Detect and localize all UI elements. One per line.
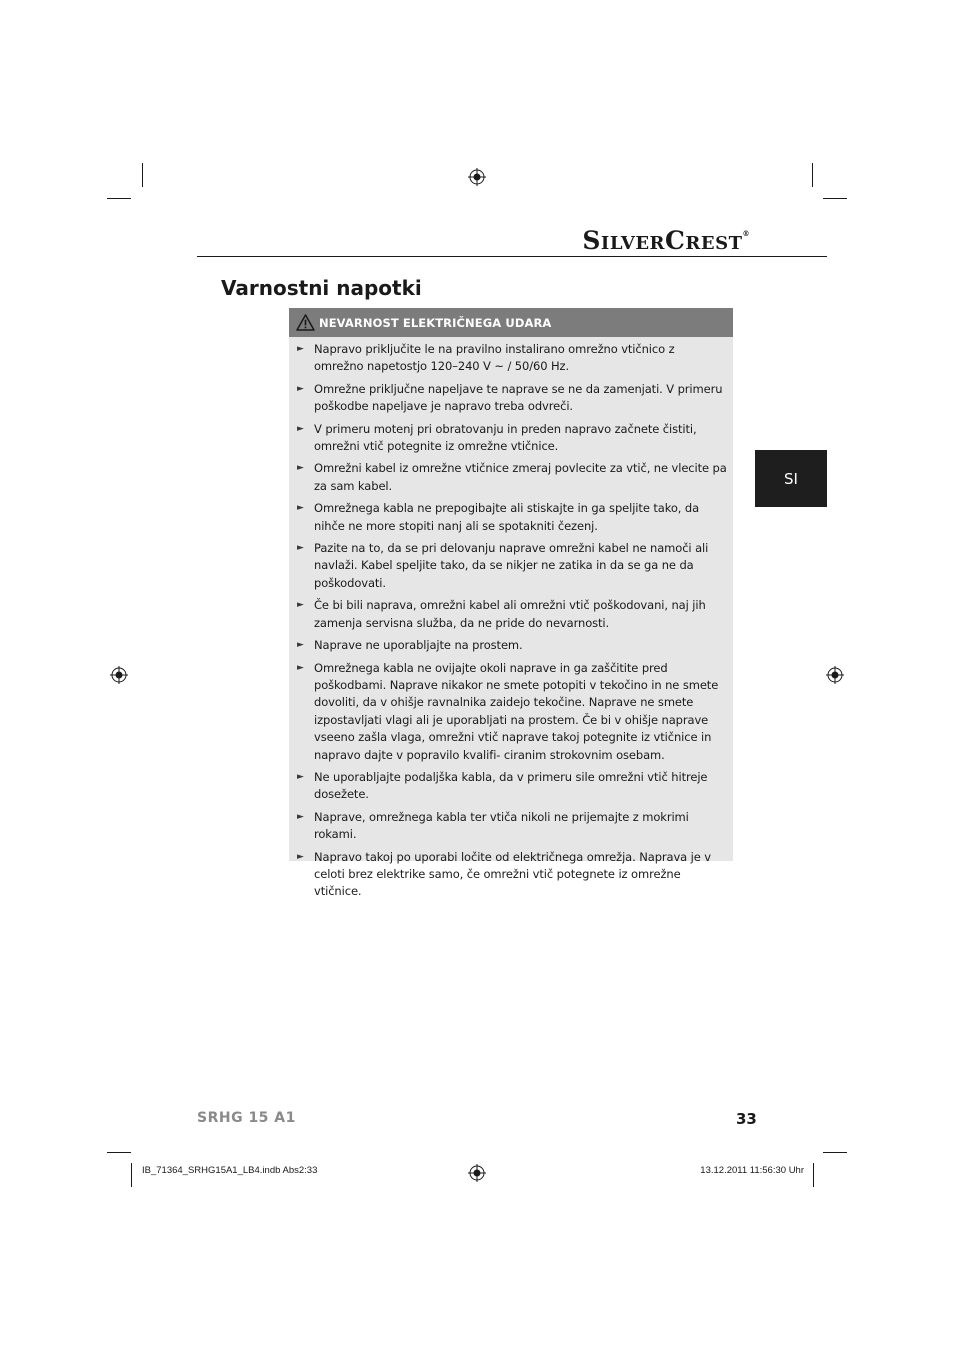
list-item: ► Če bi bili naprava, omrežni kabel ali omrežni vtič poškodovani, naj jih zamenja servisna služba, da ne pride do nevarnosti.: [289, 597, 733, 632]
crop-mark: [813, 1163, 814, 1187]
print-slug-file: IB_71364_SRHG15A1_LB4.indb Abs2:33: [142, 1165, 318, 1176]
list-item: ► Napravo priključite le na pravilno instalirano omrežno vtičnico z omrežno napetostjo 120–240 V ~ / 50/60 Hz.: [289, 341, 733, 376]
arrow-bullet-icon: ►: [297, 662, 304, 673]
arrow-bullet-icon: ►: [297, 463, 304, 474]
model-number: SRHG 15 A1: [197, 1110, 296, 1126]
arrow-bullet-icon: ►: [297, 503, 304, 514]
list-item: ► Pazite na to, da se pri delovanju naprave omrežni kabel ne namoči ali navlaži. Kabel speljite tako, da se nikjer ne zatika in da se ga ne da poškodovati.: [289, 540, 733, 592]
arrow-bullet-icon: ►: [297, 851, 304, 862]
warning-box: [289, 308, 733, 899]
arrow-bullet-icon: ►: [297, 811, 304, 822]
list-item: ► Omrežnega kabla ne ovijajte okoli naprave in ga zaščitite pred poškodbami. Naprave nikakor ne smete potopiti v tekočino in ne smete dovoliti, da v ohišje ravnalnika zaidejo tekočine. Naprave ne smete izpostavljati vlagi ali je uporabljati na prostem. Če bi v ohišje naprave vseeno zašla vlaga, omrežni vtič naprave takoj potegnite iz vtičnice in napravo dajte v popravilo kvalifi- ciranim strokovnim osebam.: [289, 660, 733, 764]
crop-mark: [823, 1152, 847, 1153]
page-title: Varnostni napotki: [221, 276, 422, 300]
arrow-bullet-icon: ►: [297, 640, 304, 651]
warning-list: [289, 337, 733, 901]
registration-mark-icon: [468, 168, 486, 186]
arrow-bullet-icon: ►: [297, 600, 304, 611]
header-rule: [197, 256, 827, 257]
list-item: ► Omrežni kabel iz omrežne vtičnice zmeraj povlecite za vtič, ne vlecite pa za sam kabel.: [289, 460, 733, 495]
crop-mark: [142, 163, 143, 187]
brand-logo: SILVERCREST®: [582, 226, 750, 255]
registration-mark-icon: [110, 666, 128, 684]
print-slug-date: 13.12.2011 11:56:30 Uhr: [700, 1165, 804, 1176]
warning-triangle-icon: [296, 314, 315, 331]
list-item: ► Ne uporabljajte podaljška kabla, da v primeru sile omrežni vtič hitreje dosežete.: [289, 769, 733, 804]
crop-mark: [823, 198, 847, 199]
crop-mark: [812, 163, 813, 187]
arrow-bullet-icon: ►: [297, 344, 304, 354]
registration-mark-icon: [826, 666, 844, 684]
list-item: ► Napravo takoj po uporabi ločite od električnega omrežja. Naprava je v celoti brez elektrike samo, če omrežni vtič potegnete iz omrežne vtičnice.: [289, 849, 733, 901]
arrow-bullet-icon: ►: [297, 543, 304, 554]
arrow-bullet-icon: ►: [297, 423, 304, 434]
list-item: ► V primeru motenj pri obratovanju in preden napravo začnete čistiti, omrežni vtič potegnite iz omrežne vtičnice.: [289, 421, 733, 456]
page-number: 33: [736, 1110, 757, 1128]
arrow-bullet-icon: ►: [297, 772, 304, 783]
list-item: ► Naprave, omrežnega kabla ter vtiča nikoli ne prijemajte z mokrimi rokami.: [289, 809, 733, 844]
list-item: ► Omrežne priključne napeljave te naprave se ne da zamenjati. V primeru poškodbe napeljave je napravo treba odvreči.: [289, 381, 733, 416]
warning-heading: NEVARNOST ELEKTRIČNEGA UDARA: [319, 315, 552, 330]
crop-mark: [107, 198, 131, 199]
list-item: ► Naprave ne uporabljajte na prostem.: [289, 637, 733, 655]
crop-mark: [131, 1163, 132, 1187]
registration-mark-icon: [468, 1164, 486, 1182]
language-tab: SI: [755, 450, 827, 507]
arrow-bullet-icon: ►: [297, 383, 304, 394]
warning-header: [289, 308, 733, 337]
crop-mark: [107, 1152, 131, 1153]
list-item: ► Omrežnega kabla ne prepogibajte ali stiskajte in ga speljite tako, da nihče ne more stopiti nanj ali se spotakniti čezenj.: [289, 500, 733, 535]
